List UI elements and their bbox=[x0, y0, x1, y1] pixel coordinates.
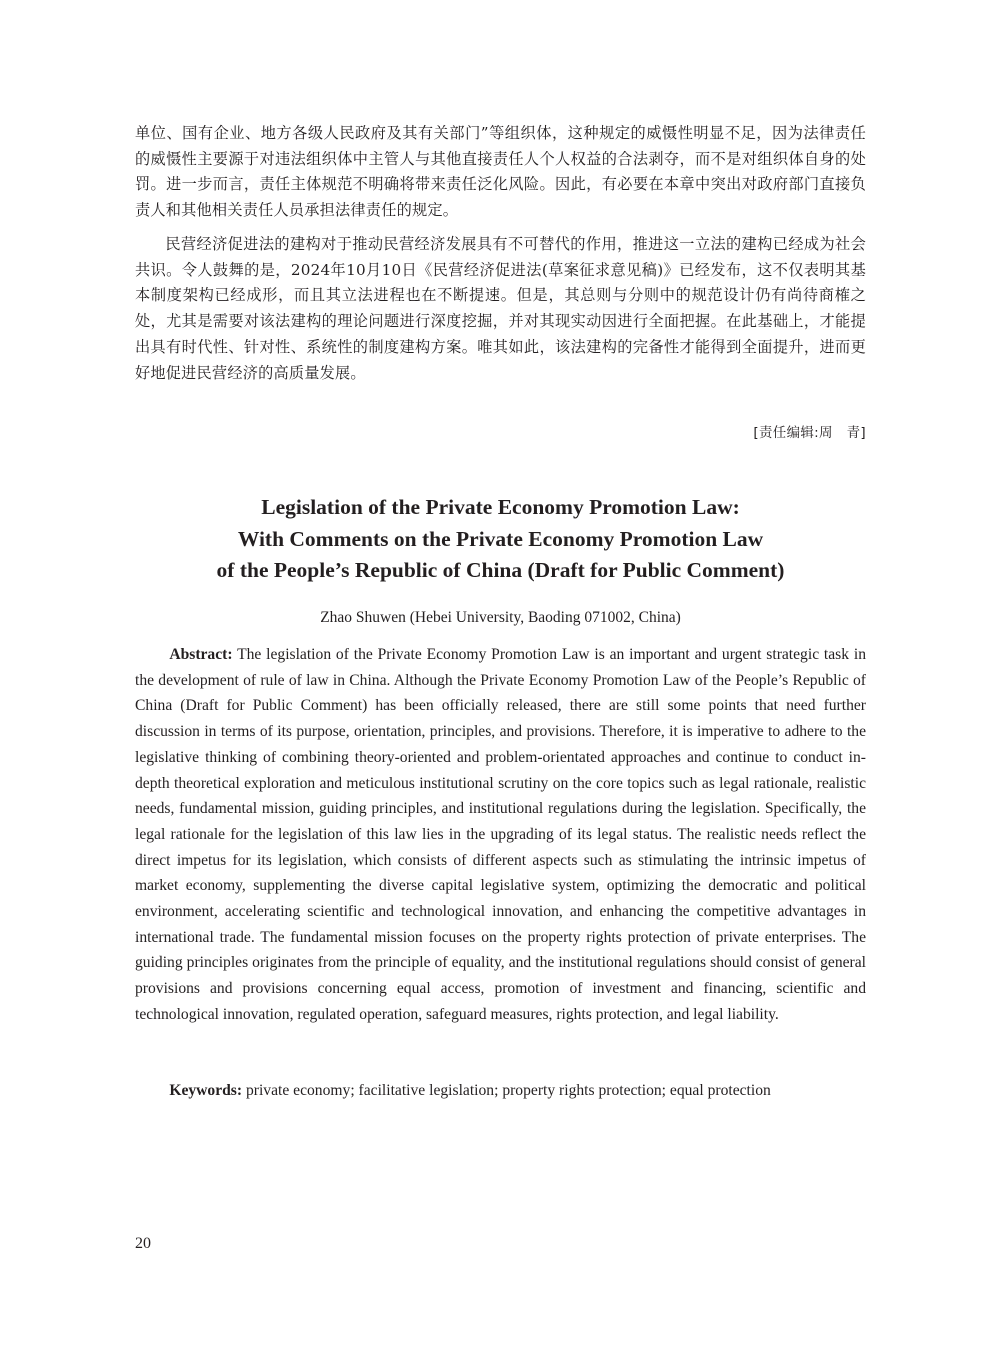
abstract-text: The legislation of the Private Economy Promotion Law is an important and urgent strategic task in the development of rule of law in China. Although the Private Economy Promotion Law of the People’s Republic of China (Draft for Public Comment) has been officially released, there are still some points that need further discussion in terms of its purpose, orientation, principles, and provisions. Therefore, it is imperative to adhere to the legislative thinking of combining theory-oriented and problem-orientated approaches and continue to conduct in-depth theoretical exploration and meticulous institutional scrutiny on the core topics such as legal rationale, realistic needs, fundamental mission, guiding principles, and institutional regulations during the legislation. Specifically, the legal rationale for the legislation of this law lies in the upgrading of its legal status. The realistic needs reflect the direct impetus for its legislation, which consists of different aspects such as stimulating the intrinsic impetus of market economy, supplementing the diverse capital legislative system, optimizing the democratic and political environment, accelerating scientific and technological innovation, and enhancing the competitive advantages in international trade. The fundamental mission focuses on the property rights protection of private enterprises. The guiding principles originates from the principle of equality, and the institutional regulations should consist of general provisions and provisions concerning equal access, promotion of investment and financing, scientific and technological innovation, regulated operation, safeguard measures, rights protection, and legal liability. bbox=[135, 646, 866, 1023]
keywords-label: Keywords: bbox=[169, 1082, 243, 1099]
english-title-line-2: With Comments on the Private Economy Promotion Law bbox=[237, 526, 764, 551]
author-affiliation: Zhao Shuwen (Hebei University, Baoding 071002, China) bbox=[320, 609, 681, 626]
chinese-paragraph-conclusion: 民营经济促进法的建构对于推动民营经济发展具有不可替代的作用，推进这一立法的建构已经成为社会共识。令人鼓舞的是，2024年10月10日《民营经济促进法(草案征求意见稿)》已经发布，这不仅表明其基本制度架构已经成形，而且其立法进程也在不断提速。但是，其总则与分则中的规范设计仍有尚待商榷之处，尤其是需要对该法建构的理论问题进行深度挖掘，并对其现实动因进行全面把握。在此基础上，才能提出具有时代性、针对性、系统性的制度建构方案。唯其如此，该法建构的完备性才能得到全面提升，进而更好地促进民营经济的高质量发展。 bbox=[135, 235, 866, 382]
responsible-editor-note: [责任编辑:周 青] bbox=[753, 425, 866, 441]
journal-page bbox=[135, 0, 866, 1347]
page-number: 20 bbox=[135, 1235, 151, 1252]
english-title-line-3: of the People’s Republic of China (Draft for Public Comment) bbox=[216, 558, 785, 582]
chinese-paragraph-continued: 单位、国有企业、地方各级人民政府及其有关部门”等组织体，这种规定的威慑性明显不足，因为法律责任的威慑性主要源于对违法组织体中主管人与其他直接责任人个人权益的合法剥夺，而不是对组织体自身的处罚。进一步而言，责任主体规范不明确将带来责任泛化风险。因此，有必要在本章中突出对政府部门直接负责人和其他相关责任人员承担法律责任的规定。 bbox=[135, 124, 866, 220]
abstract-paragraph bbox=[135, 642, 866, 1028]
abstract-label: Abstract: bbox=[169, 646, 233, 663]
keywords-paragraph bbox=[135, 1078, 866, 1104]
keywords-text: private economy; facilitative legislation; property rights protection; equal protection bbox=[242, 1082, 771, 1099]
english-title-line-1: Legislation of the Private Economy Promotion Law: bbox=[261, 495, 740, 519]
english-title bbox=[95, 492, 906, 587]
